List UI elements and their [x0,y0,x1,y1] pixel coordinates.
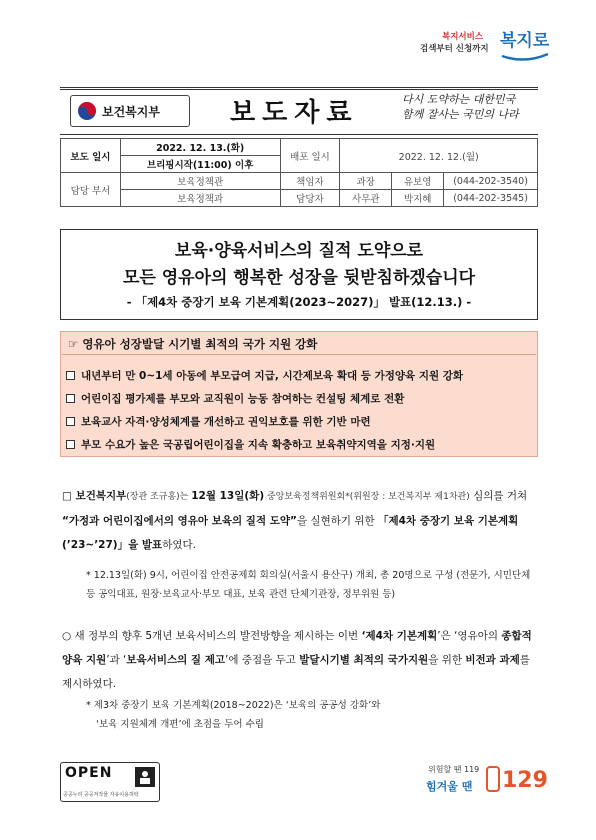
manager-phone: (044-202-3540) [444,173,538,190]
license-person-icon [135,767,155,787]
hotline-subtext: 힘겨울 땐 [426,780,473,793]
bokjiro-brand: 복지로 [500,31,550,51]
body-paragraph-1: □ 보건복지부(장관 조규홍)는 12월 13일(화) 중앙보육정책위원회*(위원장 : 보건복지부 제1차관) 심의를 거쳐 “가정과 어린이집에서의 영유아 보육의 질적 도약”을 실현하기 위한 「제4차 중장기 보육 기본계획(’23~’27)」을 발표하였다. [62,490,528,551]
taegeuk-icon [77,101,97,121]
footnote-2-line-2: ‘보육 지원체계 개편’에 초점을 두어 수립 [96,719,264,730]
summary-header [62,333,536,355]
bokjiro-swoosh-icon [500,50,550,62]
release-time: 브리핑시작(11:00) 이후 [120,156,280,173]
footnote-2 [86,696,540,734]
headline-line-1: 보육·양육서비스의 질적 도약으로 [174,241,424,261]
summary-title: ☞ 영유아 성장발달 시기별 최적의 국가 지원 강화 [68,337,318,351]
summary-item: 내년부터 만 0~1세 아동에 부모급여 지급, 시간제보육 확대 등 가정양육 지원 강화 [66,368,463,383]
summary-item: 부모 수요가 높은 국공립어린이집을 지속 확충하고 보육취약지역을 지정·지원 [66,437,435,452]
officer-label: 담당자 [280,190,340,207]
open-caption: 공공누리 공공저작물 자유이용허락 [63,792,139,798]
ministry-logo [70,95,190,127]
headline-line-2: 모든 영유아의 행복한 성장을 뒷받침하겠습니다 [122,268,476,288]
open-label: OPEN [65,765,113,781]
footnote-1: * 12.13일(화) 9시, 어린이집 안전공제회 회의실(서울시 용산구) 개최, 총 20명으로 구성 (전문가, 시민단체 등 공익대표, 원장·보육교사·부모 대표, 보육 관련 단체기관장, 정부위원 등) [86,570,531,600]
dept-name-2: 보육정책과 [120,190,280,207]
page-title: 보도자료 [230,98,359,128]
headline-box [60,229,538,320]
open-license-badge [60,762,160,802]
hotline-text: 위험할 땐 119 [428,765,480,774]
release-label: 보도 일시 [61,139,121,173]
slogan [402,92,532,122]
phone-icon [486,766,500,792]
bokjiro-tagline-2: 검색부터 신청까지 [420,44,489,54]
checkbox-icon [66,371,75,380]
dept-name-1: 보육정책관 [120,173,280,190]
slogan-line-2: 함께 잘사는 국민의 나라 [402,108,519,121]
officer-phone: (044-202-3545) [444,190,538,207]
checkbox-icon [66,440,75,449]
bokjiro-tagline-1: 복지서비스 [442,32,484,42]
manager-label: 책임자 [280,173,340,190]
checkbox-icon [66,394,75,403]
hotline-badge [420,758,548,802]
headline-subtitle: - 「제4차 중장기 보육 기본계획(2023~2027)」 발표(12.13.) - [126,295,472,309]
release-info-table [60,138,538,207]
bokjiro-logo [416,24,566,70]
hotline-number: 129 [502,768,548,793]
checkbox-icon [66,417,75,426]
footnote-2-line-1: * 제3차 중장기 보육 기본계획(2018~2022)은 ‘보육의 공공성 강화’와 [86,700,381,711]
slogan-line-1: 다시 도약하는 대한민국 [402,93,516,106]
ministry-name: 보건복지부 [102,104,160,119]
distribution-label: 배포 일시 [280,139,340,173]
summary-item: 어린이집 평가제를 부모와 교직원이 능동 참여하는 컨설팅 체계로 전환 [66,391,404,406]
dept-label: 담당 부서 [61,173,121,207]
release-date: 2022. 12. 13.(화) [120,139,280,156]
summary-item: 보육교사 자격·양성체계를 개선하고 권익보호를 위한 기반 마련 [66,414,371,429]
officer-title: 사무관 [340,190,392,207]
distribution-date: 2022. 12. 12.(월) [340,139,538,173]
manager-title: 과장 [340,173,392,190]
officer-name: 박지혜 [392,190,444,207]
body-paragraph-2: ○ 새 정부의 향후 5개년 보육서비스의 발전방향을 제시하는 이번 ‘제4차 기본계획’은 ‘영유아의 종합적 양육 지원’과 ‘보육서비스의 질 제고’에 중점을 두고 발달시기별 최적의 국가지원을 위한 비전과 과제를 제시하였다. [62,630,532,690]
manager-name: 유보영 [392,173,444,190]
